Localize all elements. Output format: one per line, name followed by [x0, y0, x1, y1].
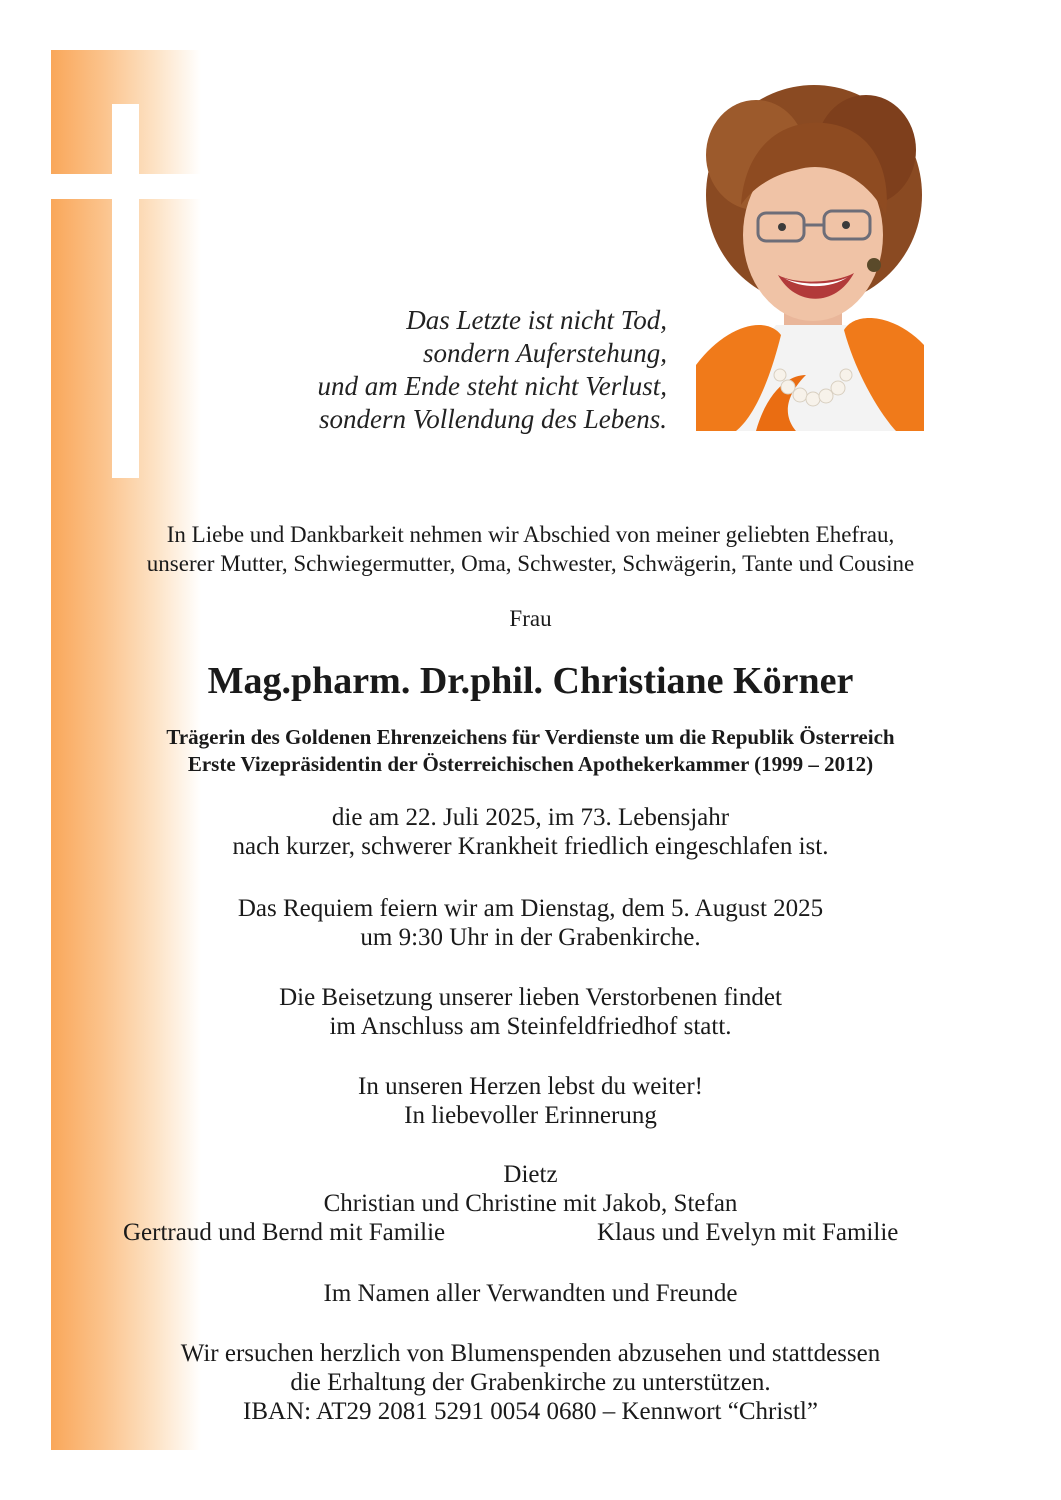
mourner-spouse: Dietz [503, 1161, 558, 1188]
honor-line: Trägerin des Goldenen Ehrenzeichens für Verdienste um die Republik Österreich [166, 725, 895, 749]
portrait-photo [696, 75, 924, 431]
cross-vertical-bar [112, 104, 139, 478]
mourner-children: Christian und Christine mit Jakob, Stefan [323, 1190, 738, 1217]
death-notice [0, 803, 1061, 861]
mourner-sibling-right: Klaus und Evelyn mit Familie [597, 1219, 899, 1246]
deceased-name: Mag.pharm. Dr.phil. Christiane Körner [207, 660, 854, 702]
honor-line: Erste Vizepräsidentin der Österreichischen Apothekerkammer (1999 – 2012) [187, 752, 874, 776]
quote-line: sondern Auferstehung, [423, 338, 667, 368]
quote-line: und am Ende steht nicht Verlust, [317, 371, 667, 401]
salutation: Frau [509, 606, 552, 631]
remembrance-line: In unseren Herzen lebst du weiter! [358, 1073, 703, 1100]
intro-line: In Liebe und Dankbarkeit nehmen wir Abschied von meiner geliebten Ehefrau, [166, 522, 895, 547]
burial-info [0, 983, 1061, 1041]
quote-block [318, 304, 667, 436]
mourner-sibling-left: Gertraud und Bernd mit Familie [123, 1219, 446, 1246]
iban-line: IBAN: AT29 2081 5291 0054 0680 – Kennwort “Christl” [243, 1398, 818, 1425]
requiem-info [0, 894, 1061, 952]
donation-line: die Erhaltung der Grabenkirche zu unterstützen. [290, 1369, 771, 1396]
intro-text [0, 520, 1061, 578]
requiem-line: Das Requiem feiern wir am Dienstag, dem 5. August 2025 [237, 895, 824, 922]
death-line: nach kurzer, schwerer Krankheit friedlich eingeschlafen ist. [232, 833, 829, 860]
death-line: die am 22. Juli 2025, im 73. Lebensjahr [331, 804, 730, 831]
burial-line: im Anschluss am Steinfeldfriedhof statt. [329, 1013, 732, 1040]
quote-line: Das Letzte ist nicht Tod, [406, 305, 667, 335]
intro-line: unserer Mutter, Schwiegermutter, Oma, Schwester, Schwägerin, Tante und Cousine [146, 551, 915, 576]
burial-line: Die Beisetzung unserer lieben Verstorbenen findet [279, 984, 782, 1011]
donation-block [0, 1339, 1061, 1426]
honors-block [0, 724, 1061, 778]
requiem-line: um 9:30 Uhr in der Grabenkirche. [360, 924, 701, 951]
quote-line: sondern Vollendung des Lebens. [319, 404, 667, 434]
mourners-block [0, 1160, 1061, 1218]
relatives-line: Im Namen aller Verwandten und Freunde [323, 1280, 738, 1307]
remembrance-block [0, 1072, 1061, 1130]
donation-line: Wir ersuchen herzlich von Blumenspenden abzusehen und stattdessen [180, 1340, 881, 1367]
remembrance-line: In liebevoller Erinnerung [404, 1102, 657, 1129]
cross-horizontal-bar [51, 174, 201, 199]
